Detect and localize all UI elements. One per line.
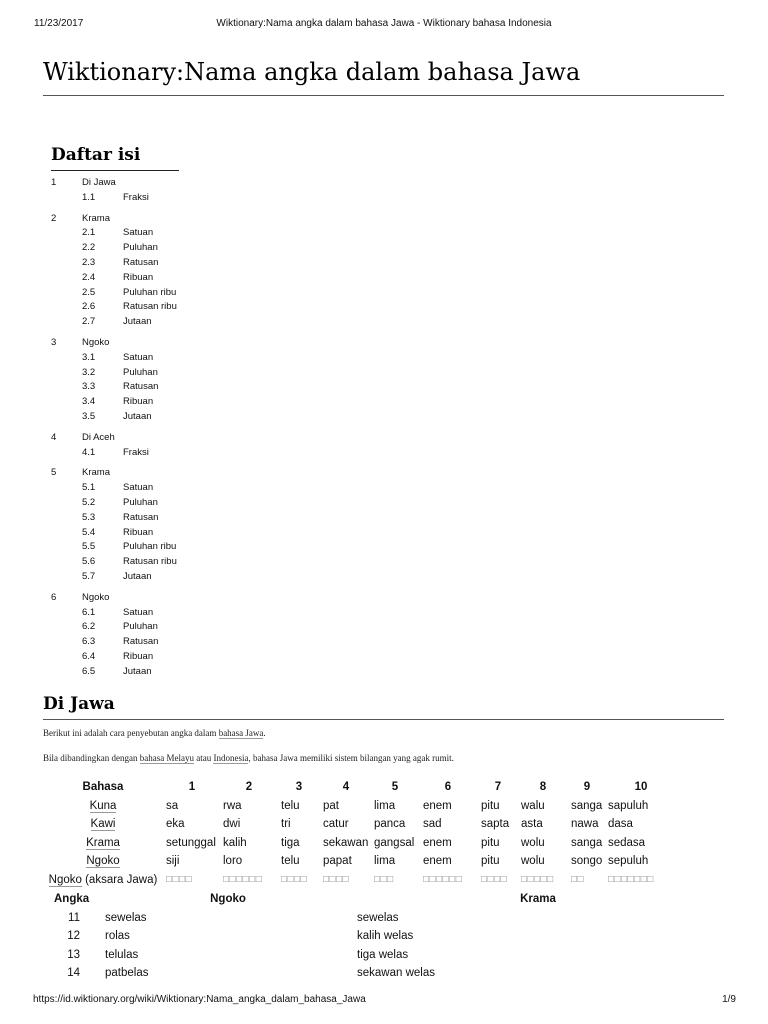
table-cell: dasa [608,818,633,830]
table-cell: □□□□□ [521,873,554,885]
table-header-cell: 9 [583,781,591,793]
comparison-paragraph [43,753,454,763]
table-cell: asta [521,818,543,830]
table-cell: sanga [571,836,603,849]
table-cell: sepuluh [608,855,649,867]
toc-subitem[interactable] [43,620,343,635]
table-header-cell: Krama [520,893,556,905]
table-header-cell: 3 [295,781,303,793]
toc-link[interactable]: Puluhan [123,621,158,633]
toc-number: 6.5 [82,665,96,677]
page-title: Wiktionary:Nama angka dalam bahasa Jawa [43,58,581,86]
toc-number: 6.4 [82,650,96,662]
table-cell: □□□□□□ [223,873,263,885]
number-cell: 12 [67,930,80,942]
toc-link[interactable]: Ribuan [123,396,154,408]
toc-subitem[interactable] [43,351,343,366]
toc-link[interactable]: Ngoko [82,336,110,348]
print-header [0,18,768,32]
table-cell: sanga [571,799,603,812]
table-cell: sa [166,799,179,812]
toc-number: 2.4 [82,271,96,283]
table-cell: □□□□ [481,873,508,885]
krama-cell: sewelas [357,911,399,924]
table-cell: □□ [571,873,585,885]
toc-number: 1 [51,177,57,188]
table-cell: setunggal [166,836,216,849]
toc-link[interactable]: Ngoko [82,591,110,603]
row-label [43,852,163,871]
page-number: 1/9 [722,994,736,1005]
toc-number: 4.1 [82,446,96,458]
table-cell: tri [281,818,291,830]
toc-title: Daftar isi [51,145,141,165]
toc-number: 3.3 [82,381,96,393]
toc-item[interactable] [43,431,343,446]
table-cell: dwi [223,818,241,830]
link-bahasa-jawa[interactable]: bahasa Jawa [218,728,264,738]
title-divider [43,95,724,96]
toc-subitem[interactable] [43,300,343,315]
krama-cell: kalih welas [357,930,414,942]
table-cell: □□□ [374,873,394,885]
toc-number: 2 [51,212,57,224]
toc-number: 2.3 [82,256,96,268]
toc-link[interactable]: Puluhan [123,366,158,378]
toc-number: 3.4 [82,396,96,408]
table-cell: papat [323,855,352,867]
language-link[interactable]: Kawi [90,818,116,830]
table-header-cell: 2 [245,781,253,793]
table-cell: lima [374,799,396,812]
toc-link[interactable]: Ribuan [123,650,154,662]
toc-item[interactable] [43,176,343,191]
row-label [43,797,163,816]
table-cell: sapuluh [608,799,649,812]
toc-link[interactable]: Puluhan [123,242,158,254]
toc-link[interactable]: Di Jawa [82,177,116,188]
table-cell: telu [281,799,300,812]
table-cell: pitu [481,836,500,849]
row-label [43,834,163,853]
toc-number: 5.6 [82,556,96,568]
toc-number: 2.5 [82,286,96,298]
toc-item[interactable] [43,336,343,351]
toc-link[interactable]: Ribuan [123,526,154,538]
toc-number: 3 [51,336,57,348]
toc-link[interactable]: Di Aceh [82,431,115,443]
table-cell: enem [423,855,452,867]
toc-link[interactable]: Ribuan [123,271,154,283]
toc-number: 3.2 [82,366,96,378]
toc-link[interactable]: Satuan [123,227,154,239]
table-header-cell: 5 [391,781,399,793]
toc-number: 5.4 [82,526,96,538]
table-cell: enem [423,799,452,812]
table-cell: loro [223,855,243,867]
text: , bahasa Jawa memiliki sistem bilangan yang agak rumit. [248,753,454,763]
language-link[interactable]: Kuna [89,799,117,812]
toc-subitem[interactable] [43,650,343,665]
table-cell: sedasa [608,836,646,849]
number-cell: 13 [67,948,80,961]
table-header-cell: 10 [634,781,648,793]
toc-subitem[interactable] [43,496,343,511]
table-cell: telu [281,855,300,867]
toc-subitem[interactable] [43,286,343,301]
ngoko-cell: sewelas [105,911,147,924]
toc-item[interactable] [43,466,343,481]
toc-number: 2.6 [82,301,96,313]
toc-link[interactable]: Ratusan ribu [123,556,177,568]
table-header-cell: 4 [342,781,350,793]
toc-subitem[interactable] [43,665,343,680]
toc-link[interactable]: Jutaan [123,410,152,422]
table-cell: pat [323,799,339,812]
krama-cell: tiga welas [357,948,409,961]
toc-subitem[interactable] [43,540,343,555]
language-link[interactable]: Ngoko [48,873,82,886]
toc-number: 5.3 [82,511,96,523]
toc-link[interactable]: Puluhan ribu [123,286,177,298]
table-cell: kalih [223,836,247,849]
toc-subitem[interactable] [43,241,343,256]
toc-number: 5.1 [82,482,96,494]
toc-number: 6.1 [82,606,96,618]
table-cell: wolu [521,836,545,849]
row-label [43,871,163,890]
toc-link[interactable]: Ratusan [123,511,159,523]
table-header-cell: 8 [539,781,547,793]
toc-item[interactable] [43,591,343,606]
toc-section [43,176,343,206]
toc-link[interactable]: Fraksi [123,446,149,458]
table-cell: songo [571,855,603,867]
table-header-cell: Ngoko [210,893,246,905]
toc-number: 1.1 [82,191,96,203]
section-divider [43,719,724,720]
toc-number: 6.3 [82,636,96,648]
toc-subitem[interactable] [43,570,343,585]
toc-section [43,466,343,584]
table-cell: siji [166,855,180,867]
language-link[interactable]: Ngoko [86,855,120,867]
text: . [263,728,266,738]
toc-list [43,176,343,686]
print-page-title: Wiktionary:Nama angka dalam bahasa Jawa - Wiktionary bahasa Indonesia [216,18,552,29]
toc-number: 2.7 [82,316,96,328]
toc-subitem[interactable] [43,526,343,541]
table-header-cell: Angka [54,893,90,905]
toc-subitem[interactable] [43,410,343,425]
toc-link[interactable]: Ratusan [123,636,159,648]
toc-subitem[interactable] [43,446,343,461]
toc-link[interactable]: Satuan [123,351,154,363]
toc-link[interactable]: Satuan [123,482,154,494]
toc-number: 5 [51,467,57,479]
toc-subitem[interactable] [43,366,343,381]
toc-number: 2.1 [82,227,96,239]
table-cell: □□□□□□□ [608,873,654,885]
toc-subitem[interactable] [43,226,343,241]
toc-section [43,431,343,461]
toc-subitem[interactable] [43,511,343,526]
row-label [43,815,163,834]
label-suffix: (aksara Jawa) [81,873,158,886]
section-heading: Di Jawa [43,694,115,714]
toc-divider [51,170,179,171]
toc-subitem[interactable] [43,380,343,395]
toc-link[interactable]: Ratusan ribu [123,301,177,313]
number-cell: 11 [68,911,80,924]
table-cell: enem [423,836,452,849]
table-cell: gangsal [374,836,415,849]
table-cell: □□□□ [323,873,350,885]
toc-section [43,336,343,425]
language-link[interactable]: Krama [86,836,120,849]
intro-paragraph [43,728,266,738]
table-cell: tiga [281,836,300,849]
text: atau [193,753,214,763]
toc-link[interactable]: Ratusan [123,381,159,393]
table-cell: rwa [223,799,242,812]
krama-cell: sekawan welas [357,967,435,979]
toc-section [43,591,343,680]
table-cell: sad [423,818,442,830]
toc-link[interactable]: Jutaan [123,665,152,677]
toc-number: 5.2 [82,496,96,508]
toc-link[interactable]: Krama [82,467,110,479]
toc-subitem[interactable] [43,271,343,286]
toc-section [43,212,343,330]
ngoko-cell: telulas [105,948,139,961]
toc-number: 4 [51,431,57,443]
table-cell: sekawan [323,836,369,849]
table-cell: catur [323,818,349,830]
toc-number: 6.2 [82,621,96,633]
ngoko-cell: rolas [105,930,130,942]
number-cell: 14 [67,967,80,979]
print-url: https://id.wiktionary.org/wiki/Wiktionary:Nama_angka_dalam_bahasa_Jawa [33,994,366,1005]
table-cell: □□□□ [166,873,193,885]
table-header-cell: Bahasa [82,781,124,793]
toc-subitem[interactable] [43,395,343,410]
toc-link[interactable]: Ratusan [123,256,159,268]
toc-link[interactable]: Fraksi [123,191,149,203]
toc-link[interactable]: Jutaan [123,316,152,328]
toc-link[interactable]: Puluhan [123,496,158,508]
toc-subitem[interactable] [43,256,343,271]
text: Berikut ini adalah cara penyebutan angka dalam [43,728,219,738]
print-date: 11/23/2017 [34,18,84,29]
table-cell: pitu [481,855,500,867]
toc-link[interactable]: Puluhan ribu [123,541,177,553]
toc-subitem[interactable] [43,481,343,496]
toc-link[interactable]: Jutaan [123,570,152,582]
table-cell: wolu [521,855,545,867]
toc-link[interactable]: Satuan [123,606,154,618]
toc-link[interactable]: Krama [82,212,110,224]
table-header-cell: 1 [188,781,196,793]
table-header-cell: 7 [494,781,502,793]
toc-item[interactable] [43,212,343,227]
toc-subitem[interactable] [43,555,343,570]
toc-subitem[interactable] [43,315,343,330]
table-cell: sapta [481,818,510,830]
toc-number: 3.5 [82,410,96,422]
ngoko-cell: patbelas [105,967,149,979]
table-cell: eka [166,818,185,830]
toc-subitem[interactable] [43,606,343,621]
toc-subitem[interactable] [43,635,343,650]
toc-number: 5.5 [82,541,96,553]
link-indonesia[interactable]: Indonesia [213,753,249,763]
toc-number: 5.7 [82,570,96,582]
toc-number: 6 [51,591,57,603]
text: Bila dibandingkan dengan [43,753,140,763]
table-cell: pitu [481,799,500,812]
table-cell: panca [374,818,406,830]
toc-number: 3.1 [82,351,96,363]
table-cell: □□□□ [281,873,308,885]
link-bahasa-melayu[interactable]: bahasa Melayu [139,753,194,763]
table-header-cell: 6 [444,781,452,793]
table-cell: □□□□□□ [423,873,463,885]
table-cell: nawa [571,818,599,830]
table-cell: walu [521,799,545,812]
table-cell: lima [374,855,396,867]
toc-subitem[interactable] [43,191,343,206]
toc-number: 2.2 [82,242,96,254]
